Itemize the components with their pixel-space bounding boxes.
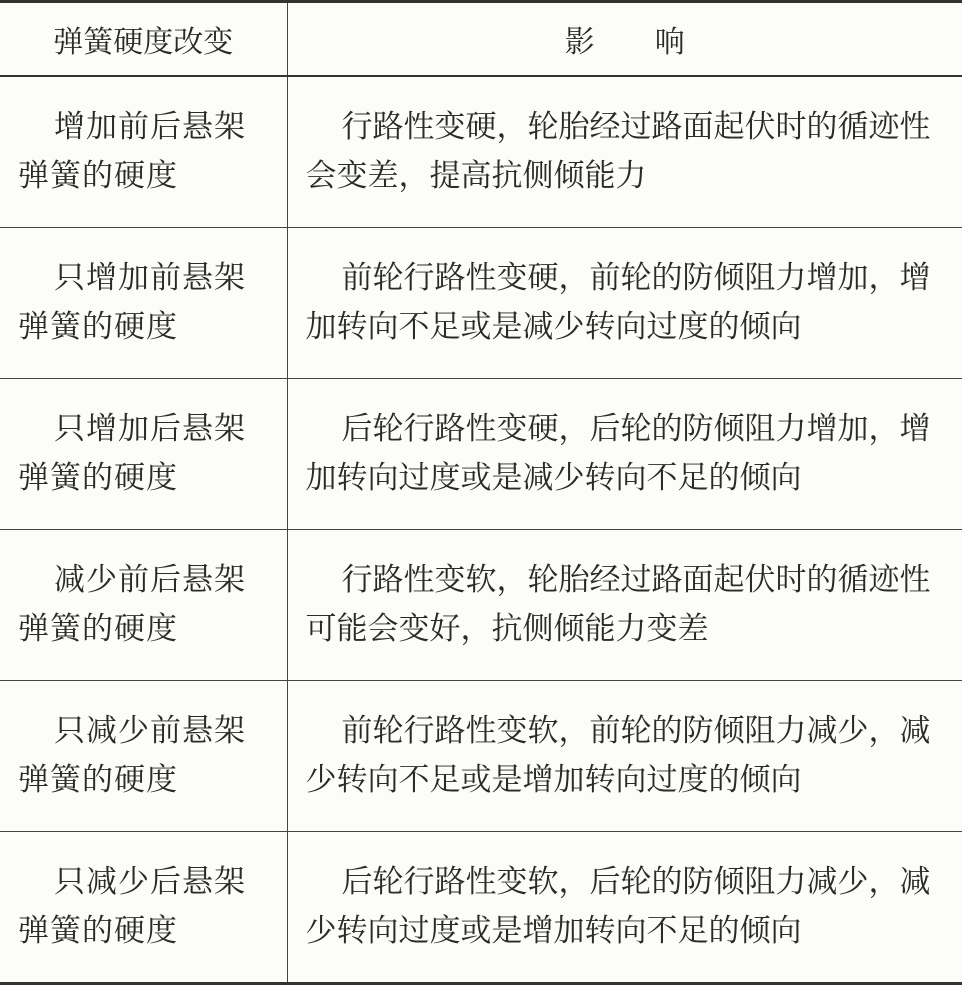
table-row (0, 228, 962, 379)
row-change-cell: 只增加后悬架弹簧的硬度 (0, 379, 287, 530)
table-header-row (0, 2, 962, 77)
row-effect-cell: 前轮行路性变软，前轮的防倾阻力减少，减少转向不足或是增加转向过度的倾向 (287, 681, 962, 832)
row-effect-cell: 后轮行路性变硬，后轮的防倾阻力增加，增加转向过度或是减少转向不足的倾向 (287, 379, 962, 530)
table-row (0, 76, 962, 228)
row-effect-cell: 行路性变软，轮胎经过路面起伏时的循迹性可能会变好，抗侧倾能力变差 (287, 530, 962, 681)
row-effect-cell: 后轮行路性变软，后轮的防倾阻力减少，减少转向过度或是增加转向不足的倾向 (287, 832, 962, 984)
row-effect-cell: 前轮行路性变硬，前轮的防倾阻力增加，增加转向不足或是减少转向过度的倾向 (287, 228, 962, 379)
row-change-cell: 只减少前悬架弹簧的硬度 (0, 681, 287, 832)
table-row (0, 530, 962, 681)
table-row (0, 832, 962, 984)
row-change-cell: 增加前后悬架弹簧的硬度 (0, 76, 287, 228)
row-change-cell: 减少前后悬架弹簧的硬度 (0, 530, 287, 681)
row-effect-cell: 行路性变硬，轮胎经过路面起伏时的循迹性会变差，提高抗侧倾能力 (287, 76, 962, 228)
table-row (0, 681, 962, 832)
row-change-cell: 只增加前悬架弹簧的硬度 (0, 228, 287, 379)
header-effect: 影 响 (287, 2, 962, 77)
header-change: 弹簧硬度改变 (0, 2, 287, 77)
table-row (0, 379, 962, 530)
row-change-cell: 只减少后悬架弹簧的硬度 (0, 832, 287, 984)
